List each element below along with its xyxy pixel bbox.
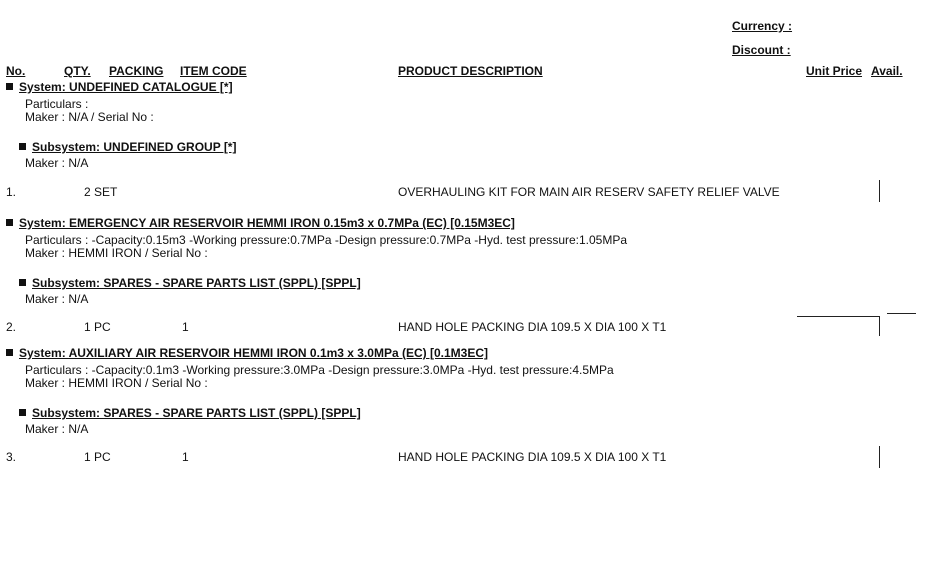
column-header-no: No. — [6, 64, 26, 78]
item-qty: 1 PC — [84, 320, 111, 334]
item-description: OVERHAULING KIT FOR MAIN AIR RESERV SAFETY RELIEF VALVE — [398, 185, 780, 199]
bullet-square-icon — [19, 409, 26, 416]
column-header-product-description: PRODUCT DESCRIPTION — [398, 64, 543, 78]
bullet-square-icon — [19, 279, 26, 286]
bullet-square-icon — [19, 143, 26, 150]
column-header-unit-price: Unit Price — [806, 64, 863, 78]
item-number: 1. — [6, 185, 17, 199]
item-qty: 2 SET — [84, 185, 118, 199]
particulars-text: Particulars : -Capacity:0.1m3 -Working pressure:3.0MPa -Design pressure:3.0MPa -Hyd. test pressure:4.5MPa — [25, 363, 614, 377]
system-title: System: EMERGENCY AIR RESERVOIR HEMMI IRON 0.15m3 x 0.7MPa (EC) [0.15M3EC] — [6, 216, 515, 230]
maker-serial-text: Maker : HEMMI IRON / Serial No : — [25, 246, 208, 260]
avail-underline — [887, 313, 916, 314]
discount-label: Discount : — [732, 43, 791, 57]
item-number: 3. — [6, 450, 17, 464]
bullet-square-icon — [6, 349, 13, 356]
subsystem-maker-text: Maker : N/A — [25, 156, 89, 170]
subsystem-maker-text: Maker : N/A — [25, 422, 89, 436]
item-description: HAND HOLE PACKING DIA 109.5 X DIA 100 X T1 — [398, 320, 667, 334]
avail-divider — [879, 180, 880, 202]
system-title: System: AUXILIARY AIR RESERVOIR HEMMI IRON 0.1m3 x 3.0MPa (EC) [0.1M3EC] — [6, 346, 488, 360]
item-number: 2. — [6, 320, 17, 334]
system-title: System: UNDEFINED CATALOGUE [*] — [6, 80, 233, 94]
item-description: HAND HOLE PACKING DIA 109.5 X DIA 100 X T1 — [398, 450, 667, 464]
unit-price-underline — [797, 316, 879, 317]
maker-serial-text: Maker : HEMMI IRON / Serial No : — [25, 376, 208, 390]
bullet-square-icon — [6, 83, 13, 90]
item-packing: 1 — [182, 320, 189, 334]
subsystem-title: Subsystem: SPARES - SPARE PARTS LIST (SPPL) [SPPL] — [19, 406, 361, 420]
subsystem-title: Subsystem: SPARES - SPARE PARTS LIST (SPPL) [SPPL] — [19, 276, 361, 290]
column-header-avail: Avail. — [871, 64, 903, 78]
bullet-square-icon — [6, 219, 13, 226]
subsystem-maker-text: Maker : N/A — [25, 292, 89, 306]
particulars-text: Particulars : -Capacity:0.15m3 -Working pressure:0.7MPa -Design pressure:0.7MPa -Hyd. test pressure:1.05MPa — [25, 233, 628, 247]
particulars-text: Particulars : — [25, 97, 89, 111]
item-qty: 1 PC — [84, 450, 111, 464]
avail-divider — [879, 446, 880, 468]
column-header-item-code: ITEM CODE — [180, 64, 247, 78]
item-packing: 1 — [182, 450, 189, 464]
column-header-packing: PACKING — [109, 64, 164, 78]
subsystem-title: Subsystem: UNDEFINED GROUP [*] — [19, 140, 236, 154]
column-header-qty: QTY. — [64, 64, 91, 78]
maker-serial-text: Maker : N/A / Serial No : — [25, 110, 154, 124]
currency-label: Currency : — [732, 19, 793, 33]
avail-divider — [879, 316, 880, 336]
